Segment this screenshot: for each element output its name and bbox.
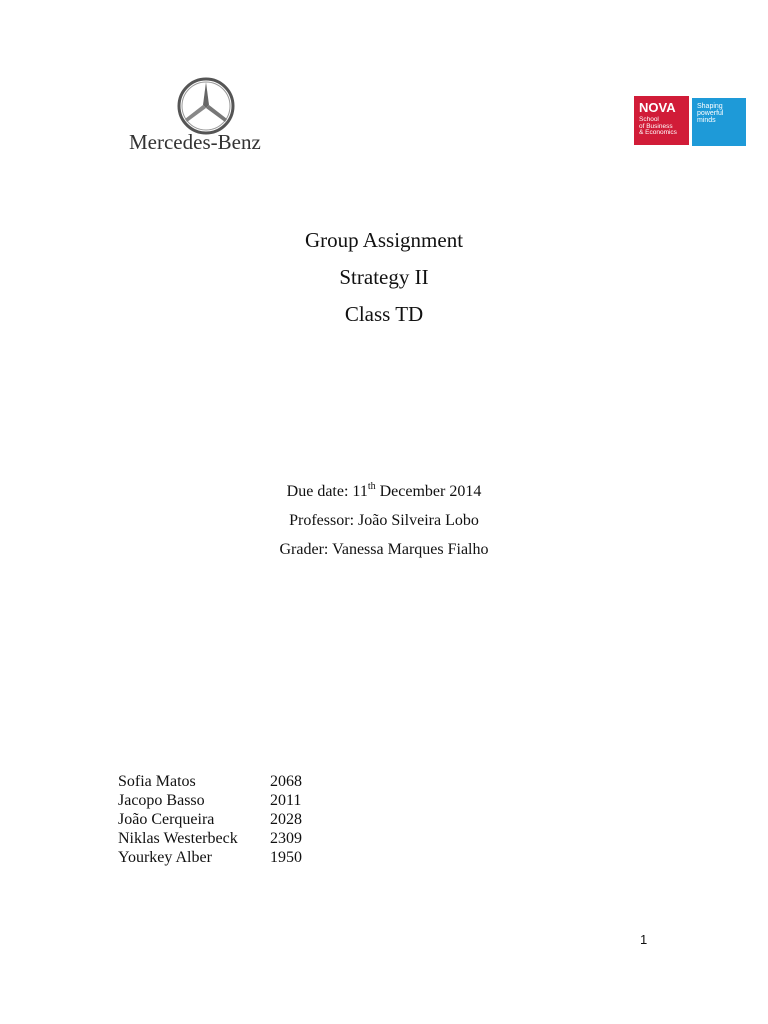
member-name: João Cerqueira [118, 811, 215, 828]
assignment-title: Group Assignment [304, 228, 464, 252]
nova-title: NOVA [639, 100, 676, 115]
member-id: 2068 [270, 773, 302, 790]
nova-subtitle: School of Business & Economics [639, 116, 677, 136]
professor: Professor: João Silveira Lobo [289, 512, 479, 529]
member-name: Sofia Matos [118, 773, 196, 790]
mercedes-wordmark: Mercedes-Benz [129, 130, 261, 154]
due-date-prefix: Due date: 11 [286, 483, 368, 500]
member-id: 2028 [270, 811, 302, 828]
member-name: Yourkey Alber [118, 849, 212, 866]
nova-red-block [634, 96, 689, 145]
class-title: Class TD [344, 302, 424, 326]
member-id: 2309 [270, 830, 302, 847]
member-id: 2011 [270, 792, 302, 809]
mercedes-star-icon [176, 76, 236, 136]
course-title: Strategy II [339, 265, 429, 289]
nova-slogan: Shaping powerful minds [697, 103, 724, 124]
team-list [118, 772, 302, 867]
nova-logo [634, 96, 746, 146]
team-row [118, 791, 302, 810]
member-id: 1950 [270, 849, 302, 866]
nova-blue-block [692, 98, 746, 146]
member-name: Niklas Westerbeck [118, 830, 238, 847]
mercedes-benz-logo [128, 74, 288, 158]
team-row [118, 829, 302, 848]
due-date-suffix: December 2014 [375, 483, 482, 500]
team-row [118, 848, 302, 867]
due-date [0, 483, 768, 501]
due-date-ordinal: th [367, 481, 376, 492]
member-name: Jacopo Basso [118, 792, 205, 809]
grader: Grader: Vanessa Marques Fialho [279, 541, 489, 558]
team-row [118, 810, 302, 829]
page-number: 1 [640, 932, 648, 947]
team-row [118, 772, 302, 791]
